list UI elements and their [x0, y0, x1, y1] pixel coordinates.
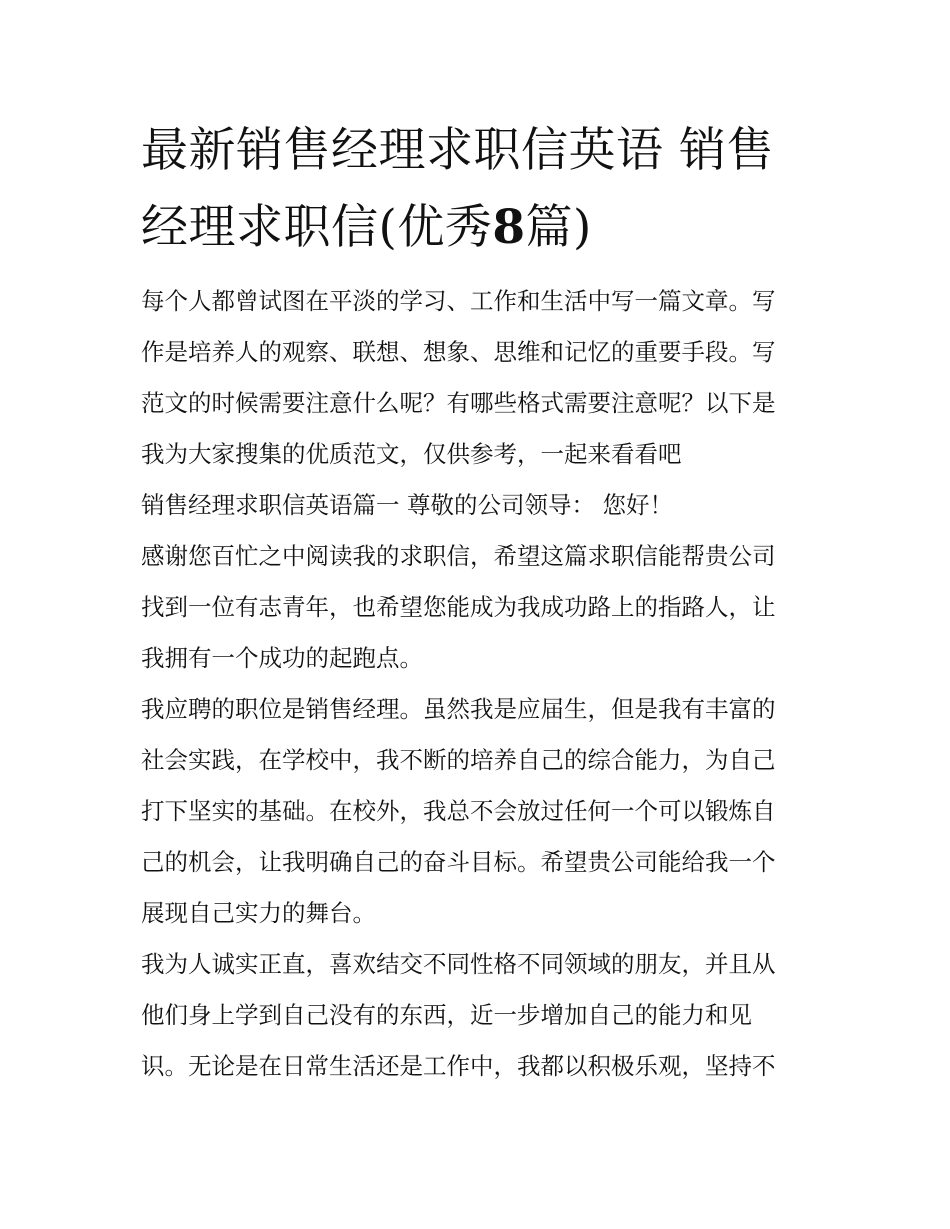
body-line: 每个人都曾试图在平淡的学习、工作和生活中写一篇文章。写 — [141, 287, 776, 315]
title-line-2 — [141, 189, 813, 266]
title-line-1: 最新销售经理求职信英语 销售 — [141, 123, 774, 178]
body-line: 社会实践，在学校中，我不断的培养自己的综合能力，为自己 — [141, 746, 776, 774]
title-line-2-prefix: 经理求职信(优秀 — [141, 200, 493, 255]
body-line: 展现自己实力的舞台。 — [141, 899, 376, 927]
body-line: 我应聘的职位是销售经理。虽然我是应届生，但是我有丰富的 — [141, 695, 776, 723]
body-line: 销售经理求职信英语篇一 尊敬的公司领导： 您好！ — [141, 491, 673, 519]
body-line: 范文的时候需要注意什么呢？有哪些格式需要注意呢？以下是 — [141, 389, 776, 417]
body-line: 我拥有一个成功的起跑点。 — [141, 644, 423, 672]
body-line: 我为大家搜集的优质范文，仅供参考，一起来看看吧 — [141, 440, 682, 468]
body-line: 作是培养人的观察、联想、想象、思维和记忆的重要手段。写 — [141, 338, 776, 366]
body-line: 感谢您百忙之中阅读我的求职信，希望这篇求职信能帮贵公司 — [141, 542, 776, 570]
body-line: 打下坚实的基础。在校外，我总不会放过任何一个可以锻炼自 — [141, 797, 776, 825]
document-page — [141, 0, 813, 1092]
body-line: 我为人诚实正直，喜欢结交不同性格不同领域的朋友，并且从 — [141, 950, 776, 978]
body-line: 识。无论是在日常生活还是工作中，我都以积极乐观，坚持不 — [141, 1052, 776, 1080]
body-line: 他们身上学到自己没有的东西，近一步增加自己的能力和见 — [141, 1001, 752, 1029]
title-line-2-number: 8 — [492, 200, 526, 255]
body-line: 己的机会，让我明确自己的奋斗目标。希望贵公司能给我一个 — [141, 848, 776, 876]
document-body — [141, 276, 813, 1092]
body-line: 找到一位有志青年，也希望您能成为我成功路上的指路人，让 — [141, 593, 776, 621]
title-line-2-suffix: 篇) — [525, 200, 592, 255]
document-title — [141, 0, 813, 266]
